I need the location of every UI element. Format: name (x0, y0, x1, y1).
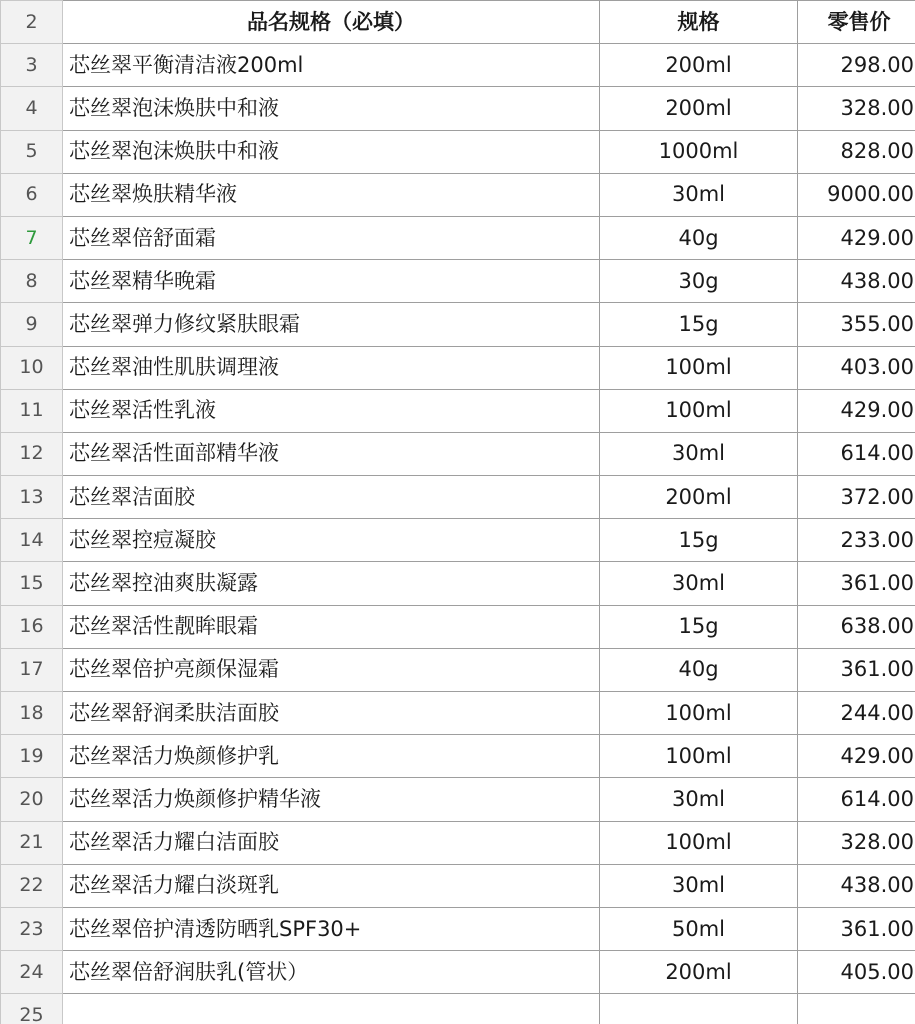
price-cell[interactable]: 361.00 (798, 648, 915, 691)
spec-cell[interactable]: 200ml (600, 87, 798, 130)
spec-cell[interactable]: 30ml (600, 562, 798, 605)
price-cell[interactable]: 405.00 (798, 951, 915, 994)
table-row-empty (1, 994, 915, 1024)
spec-cell[interactable]: 30ml (600, 778, 798, 821)
table-row (1, 130, 915, 173)
row-number[interactable]: 15 (1, 562, 63, 605)
product-name-cell[interactable]: 芯丝翠倍护清透防晒乳SPF30+ (63, 907, 600, 950)
row-number[interactable]: 22 (1, 864, 63, 907)
row-number[interactable]: 9 (1, 303, 63, 346)
row-number[interactable]: 16 (1, 605, 63, 648)
product-name-cell[interactable]: 芯丝翠平衡清洁液200ml (63, 44, 600, 87)
price-cell[interactable]: 355.00 (798, 303, 915, 346)
empty-name-cell[interactable] (63, 994, 600, 1024)
product-name-cell[interactable]: 芯丝翠活性乳液 (63, 389, 600, 432)
spec-cell[interactable]: 15g (600, 519, 798, 562)
table-row (1, 735, 915, 778)
price-cell[interactable]: 328.00 (798, 87, 915, 130)
table-row (1, 605, 915, 648)
table-row (1, 907, 915, 950)
price-cell[interactable]: 9000.00 (798, 173, 915, 216)
row-number[interactable]: 17 (1, 648, 63, 691)
table-row (1, 432, 915, 475)
row-number[interactable]: 10 (1, 346, 63, 389)
price-cell[interactable]: 361.00 (798, 907, 915, 950)
table-row (1, 87, 915, 130)
price-cell[interactable]: 244.00 (798, 692, 915, 735)
price-cell[interactable]: 372.00 (798, 476, 915, 519)
table-row (1, 44, 915, 87)
product-name-cell[interactable]: 芯丝翠精华晚霜 (63, 260, 600, 303)
empty-spec-cell[interactable] (600, 994, 798, 1024)
product-name-cell[interactable]: 芯丝翠倍舒面霜 (63, 216, 600, 259)
price-cell[interactable]: 438.00 (798, 260, 915, 303)
row-number[interactable]: 4 (1, 87, 63, 130)
price-cell[interactable]: 298.00 (798, 44, 915, 87)
price-cell[interactable]: 361.00 (798, 562, 915, 605)
table-row (1, 216, 915, 259)
row-number[interactable]: 24 (1, 951, 63, 994)
price-cell[interactable]: 438.00 (798, 864, 915, 907)
table-row (1, 389, 915, 432)
product-name-cell[interactable]: 芯丝翠活力耀白淡斑乳 (63, 864, 600, 907)
header-row (1, 1, 915, 44)
product-name-cell[interactable]: 芯丝翠倍护亮颜保湿霜 (63, 648, 600, 691)
table-row (1, 864, 915, 907)
spec-cell[interactable]: 200ml (600, 951, 798, 994)
spec-cell[interactable]: 100ml (600, 735, 798, 778)
header-name-cell[interactable]: 品名规格（必填） (63, 1, 600, 44)
table-row (1, 346, 915, 389)
row-number[interactable]: 8 (1, 260, 63, 303)
spec-cell[interactable]: 100ml (600, 346, 798, 389)
spec-cell[interactable]: 15g (600, 605, 798, 648)
product-name-cell[interactable]: 芯丝翠倍舒润肤乳(管状） (63, 951, 600, 994)
table-row (1, 173, 915, 216)
row-number[interactable]: 12 (1, 432, 63, 475)
row-number[interactable]: 21 (1, 821, 63, 864)
row-number[interactable]: 2 (1, 1, 63, 44)
table-row (1, 648, 915, 691)
row-number[interactable]: 11 (1, 389, 63, 432)
product-name-cell[interactable]: 芯丝翠泡沫焕肤中和液 (63, 87, 600, 130)
product-name-cell[interactable]: 芯丝翠活力耀白洁面胶 (63, 821, 600, 864)
table-row (1, 692, 915, 735)
spec-cell[interactable]: 30ml (600, 432, 798, 475)
product-name-cell[interactable]: 芯丝翠焕肤精华液 (63, 173, 600, 216)
row-number[interactable]: 20 (1, 778, 63, 821)
price-cell[interactable]: 614.00 (798, 432, 915, 475)
product-name-cell[interactable]: 芯丝翠弹力修纹紧肤眼霜 (63, 303, 600, 346)
table-row (1, 821, 915, 864)
spec-cell[interactable]: 30ml (600, 173, 798, 216)
spec-cell[interactable]: 100ml (600, 389, 798, 432)
spec-cell[interactable]: 30ml (600, 864, 798, 907)
price-cell[interactable]: 429.00 (798, 216, 915, 259)
product-name-cell[interactable]: 芯丝翠洁面胶 (63, 476, 600, 519)
row-number[interactable]: 14 (1, 519, 63, 562)
product-name-cell[interactable]: 芯丝翠活性面部精华液 (63, 432, 600, 475)
price-cell[interactable]: 429.00 (798, 389, 915, 432)
table-row (1, 260, 915, 303)
price-cell[interactable]: 429.00 (798, 735, 915, 778)
price-cell[interactable]: 614.00 (798, 778, 915, 821)
product-name-cell[interactable]: 芯丝翠活性靓眸眼霜 (63, 605, 600, 648)
spec-cell[interactable]: 40g (600, 648, 798, 691)
price-cell[interactable]: 403.00 (798, 346, 915, 389)
price-cell[interactable]: 233.00 (798, 519, 915, 562)
product-name-cell[interactable]: 芯丝翠泡沫焕肤中和液 (63, 130, 600, 173)
spec-cell[interactable]: 40g (600, 216, 798, 259)
header-price-cell[interactable]: 零售价 (798, 1, 915, 44)
table-row (1, 951, 915, 994)
header-spec-cell[interactable]: 规格 (600, 1, 798, 44)
row-number[interactable]: 23 (1, 907, 63, 950)
spec-cell[interactable]: 200ml (600, 44, 798, 87)
spec-cell[interactable]: 15g (600, 303, 798, 346)
spec-cell[interactable]: 100ml (600, 692, 798, 735)
product-name-cell[interactable]: 芯丝翠控油爽肤凝露 (63, 562, 600, 605)
row-number[interactable]: 6 (1, 173, 63, 216)
row-number[interactable]: 7 (1, 216, 63, 259)
row-number[interactable]: 19 (1, 735, 63, 778)
product-name-cell[interactable]: 芯丝翠活力焕颜修护精华液 (63, 778, 600, 821)
table-row (1, 303, 915, 346)
table-row (1, 562, 915, 605)
table-row (1, 519, 915, 562)
product-name-cell[interactable]: 芯丝翠控痘凝胶 (63, 519, 600, 562)
price-cell[interactable]: 828.00 (798, 130, 915, 173)
table-row (1, 778, 915, 821)
row-number[interactable]: 25 (1, 994, 63, 1024)
row-number[interactable]: 3 (1, 44, 63, 87)
table-row (1, 476, 915, 519)
spec-cell[interactable]: 100ml (600, 821, 798, 864)
product-name-cell[interactable]: 芯丝翠油性肌肤调理液 (63, 346, 600, 389)
row-number[interactable]: 5 (1, 130, 63, 173)
price-cell[interactable]: 328.00 (798, 821, 915, 864)
spec-cell[interactable]: 1000ml (600, 130, 798, 173)
product-name-cell[interactable]: 芯丝翠活力焕颜修护乳 (63, 735, 600, 778)
spec-cell[interactable]: 30g (600, 260, 798, 303)
product-name-cell[interactable]: 芯丝翠舒润柔肤洁面胶 (63, 692, 600, 735)
empty-price-cell[interactable] (798, 994, 915, 1024)
spec-cell[interactable]: 200ml (600, 476, 798, 519)
spec-cell[interactable]: 50ml (600, 907, 798, 950)
row-number[interactable]: 13 (1, 476, 63, 519)
row-number[interactable]: 18 (1, 692, 63, 735)
price-cell[interactable]: 638.00 (798, 605, 915, 648)
